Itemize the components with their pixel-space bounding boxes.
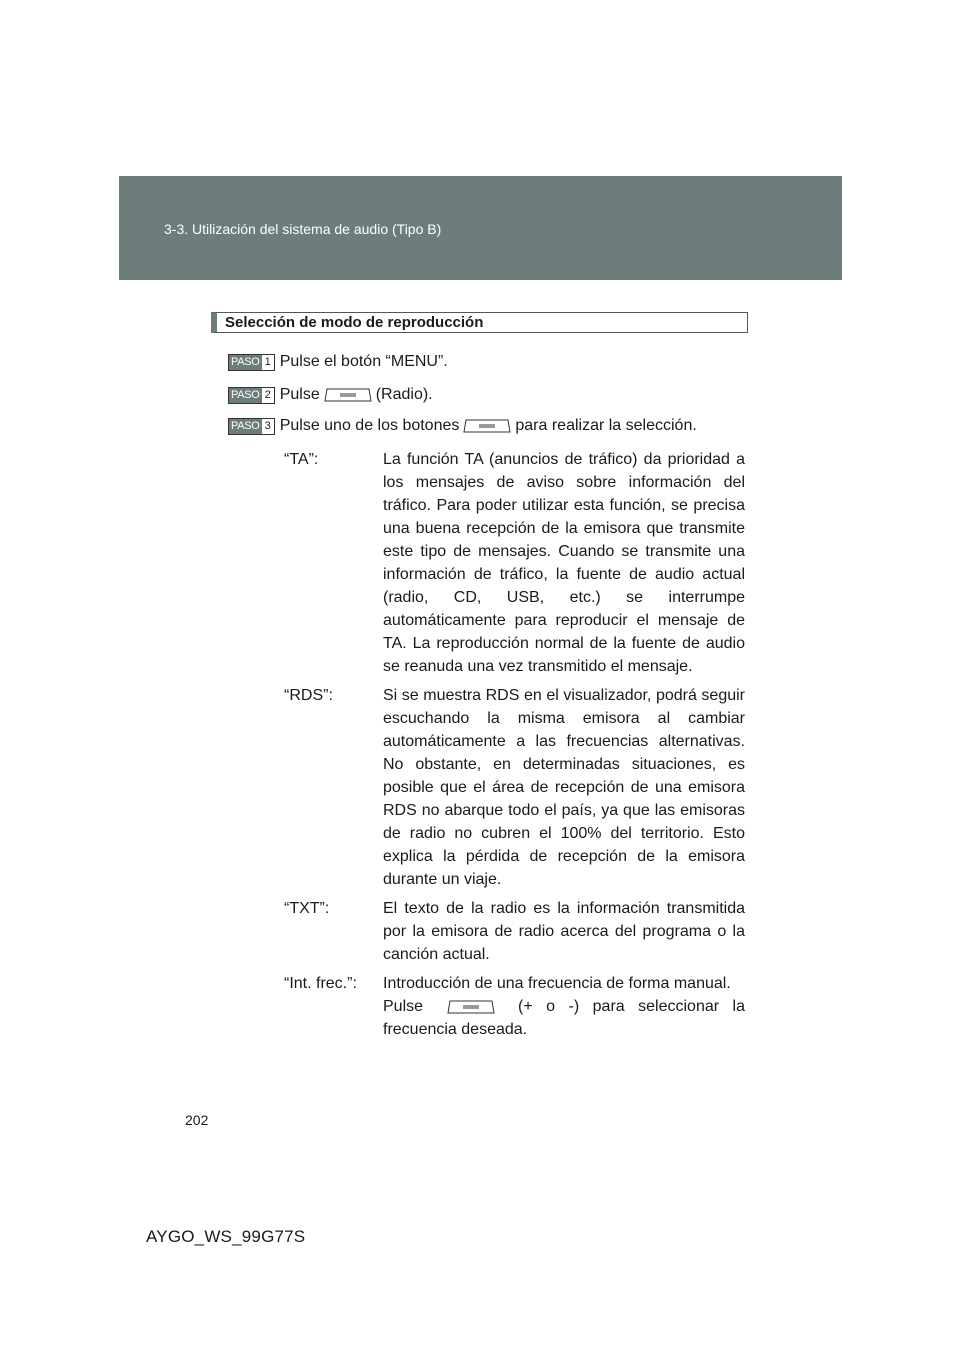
step-text: Pulse el botón “MENU”.	[279, 353, 448, 370]
step-badge	[228, 418, 275, 435]
definition-term: “Int. frec.”:	[284, 975, 357, 992]
step-3	[228, 416, 697, 436]
button-icon	[463, 419, 511, 433]
step-1	[228, 352, 448, 372]
definition-txt	[284, 897, 745, 966]
definition-list	[284, 448, 745, 1047]
definition-description	[383, 972, 745, 1041]
section-title: Selección de modo de reproducción	[225, 314, 484, 331]
definition-ta	[284, 448, 745, 678]
step-2	[228, 385, 433, 405]
button-icon	[447, 1000, 495, 1014]
step-badge-label: PASO	[231, 388, 260, 401]
definition-rds	[284, 684, 745, 891]
definition-term: “TA”:	[284, 451, 319, 468]
definition-description: El texto de la radio es la información transmitida por la emisora de radio acerca del programa o la canción actual.	[383, 900, 745, 963]
step-badge	[228, 354, 275, 371]
definition-description-line: Introducción de una frecuencia de forma manual.	[383, 975, 731, 992]
definition-term: “TXT”:	[284, 900, 330, 917]
step-text: Pulse	[279, 386, 320, 403]
desc-text-after: (+ o -) para seleccionar la frecuencia deseada.	[383, 998, 746, 1038]
step-badge-label: PASO	[231, 419, 260, 432]
definition-description: Si se muestra RDS en el visualizador, podrá seguir escuchando la misma emisora al cambiar automáticamente a las frecuencias alternativas. No obstante, en determinadas situaciones, es posible que el área de recepción de una emisora RDS no abarque todo el país, ya que las emisoras de radio no cubren el 100% del territorio. Esto explica la pérdida de recepción de la emisora durante un viaje.	[383, 687, 745, 888]
document-code: AYGO_WS_99G77S	[146, 1227, 306, 1246]
step-text-after: para realizar la selección.	[515, 417, 697, 434]
step-badge-number: 3	[262, 419, 274, 434]
definition-term: “RDS”:	[284, 687, 333, 704]
step-badge-number: 2	[262, 388, 274, 403]
page-number: 202	[185, 1112, 209, 1128]
step-badge-label: PASO	[231, 355, 260, 368]
step-text-after: (Radio).	[375, 386, 433, 403]
section-reference: 3-3. Utilización del sistema de audio (Tipo B)	[164, 221, 442, 237]
desc-text: Pulse	[383, 998, 424, 1015]
definition-description: La función TA (anuncios de tráfico) da prioridad a los mensajes de aviso sobre información del tráfico. Para poder utilizar esta función, se precisa una buena recepción de la emisora que transmite este tipo de mensajes. Cuando se transmite una información de tráfico, la fuente de audio actual (radio, CD, USB, etc.) se interrumpe automáticamente para reproducir el mensaje de TA. La reproducción normal de la fuente de audio se reanuda una vez transmitido el mensaje.	[383, 451, 745, 675]
section-title-box	[211, 312, 748, 333]
definition-freq	[284, 972, 745, 1041]
header-band	[119, 176, 842, 280]
definition-description-line	[383, 995, 745, 1041]
step-text: Pulse uno de los botones	[279, 417, 460, 434]
step-badge	[228, 387, 275, 404]
step-badge-number: 1	[262, 355, 274, 370]
button-icon	[324, 388, 372, 402]
